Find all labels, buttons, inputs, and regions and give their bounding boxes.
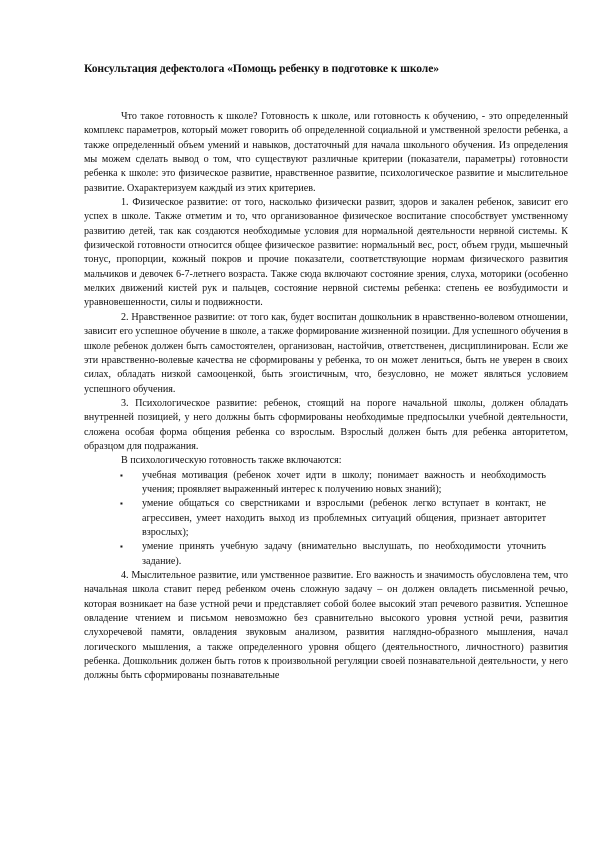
bullet-list [84, 469, 568, 569]
document-body [84, 110, 568, 684]
paragraph-list-lead: В психологическую готовность также включаются: [121, 455, 342, 467]
list-item [84, 469, 568, 498]
square-bullet-icon: ▪ [120, 499, 123, 509]
paragraph-intro: Что такое готовность к школе? Готовность к школе, или готовность к обучению, - это определенный комплекс параметров, который может говорить об определенной социальной и умственной зрелости ребенка, а также определенный объем умений и навыков, достаточный для начала школьного обучения. Из определения мы можем сделать вывод о том, что существуют различные критерии (показатели, параметры) готовности ребенка к школе: это физическое развитие, нравственное развитие, психологическое развитие и мыслительное развитие. Охарактеризуем каждый из этих критериев. [84, 111, 568, 194]
list-item [84, 497, 568, 540]
paragraph-physical: 1. Физическое развитие: от того, насколько физически развит, здоров и закален ребенок, зависит его успех в школе. Также отметим и то, что организованное физическое воспитание способствует умственному развитию детей, так как создаются необходимые условия для нормальной деятельности нервной системы. К физической готовности относится общее физическое развитие: нормальный вес, рост, объем груди, мышечный тонус, пропорции, кожный покров и прочие показатели, соответствующие нормам физического развития мальчиков и девочек 6-7-летнего возраста. Также сюда включают состояние зрения, слуха, моторики (особенно мелких движений кистей рук и пальцев, состояние нервной системы ребенка: степень ее возбудимости и уравновешенности, силы и подвижности. [84, 197, 568, 309]
paragraph-moral: 2. Нравственное развитие: от того как, будет воспитан дошкольник в нравственно-волевом отношении, зависит его успешное обучение в школе, а также формирование жизненной позиции. Для успешного обучения в школе ребенок должен быть самостоятелен, организован, настойчив, ответственен, дисциплинирован. Если же эти нравственно-волевые качества не сформированы у ребенка, то он может лениться, быть не уверен в своих силах, обладать низкой самооценкой, быть эгоистичным, что, безусловно, не может являться условием успешного обучения. [84, 311, 568, 395]
page-title: Консультация дефектолога «Помощь ребенку в подготовке к школе» [84, 62, 439, 75]
square-bullet-icon: ▪ [120, 542, 123, 552]
paragraph-psychological: 3. Психологическое развитие: ребенок, стоящий на пороге начальной школы, должен обладать внутренней позицией, у него должны быть сформированы необходимые предпосылки учебной деятельности, сложена особая форма общения ребенка со взрослым. Взрослый должен быть для ребенка авторитетом, образцом для подражания. [84, 397, 568, 452]
list-item-text: умение общаться со сверстниками и взрослыми (ребенок легко вступает в контакт, не агрессивен, умеет находить выход из проблемных ситуаций общения, признает авторитет взрослых); [142, 498, 546, 538]
square-bullet-icon: ▪ [120, 470, 123, 480]
list-item-text: умение принять учебную задачу (внимательно выслушать, по необходимости уточнить задание). [142, 541, 546, 567]
list-item [84, 540, 568, 569]
paragraph-mental: 4. Мыслительное развитие, или умственное развитие. Его важность и значимость обусловлена тем, что начальная школа ставит перед ребенком очень сложную задачу – он должен овладеть письменной речью, которая возникает на базе устной речи и представляет собой более высокий этап речевого развития. Успешное овладение чтением и письмом невозможно без сравнительно высокого уровня устной речи, развития слухоречевой памяти, овладения звуковым анализом, развития наглядно-образного мышления, начал логического мышления, а также определенного уровня общего (деятельностного, личностного) развития ребенка. Дошкольник должен быть готов к произвольной регуляции своей познавательной деятельности, у него должны быть сформированы познавательные [84, 570, 568, 682]
list-item-text: учебная мотивация (ребенок хочет идти в школу; понимает важность и необходимость учения; проявляет выраженный интерес к получению новых знаний); [142, 469, 546, 495]
